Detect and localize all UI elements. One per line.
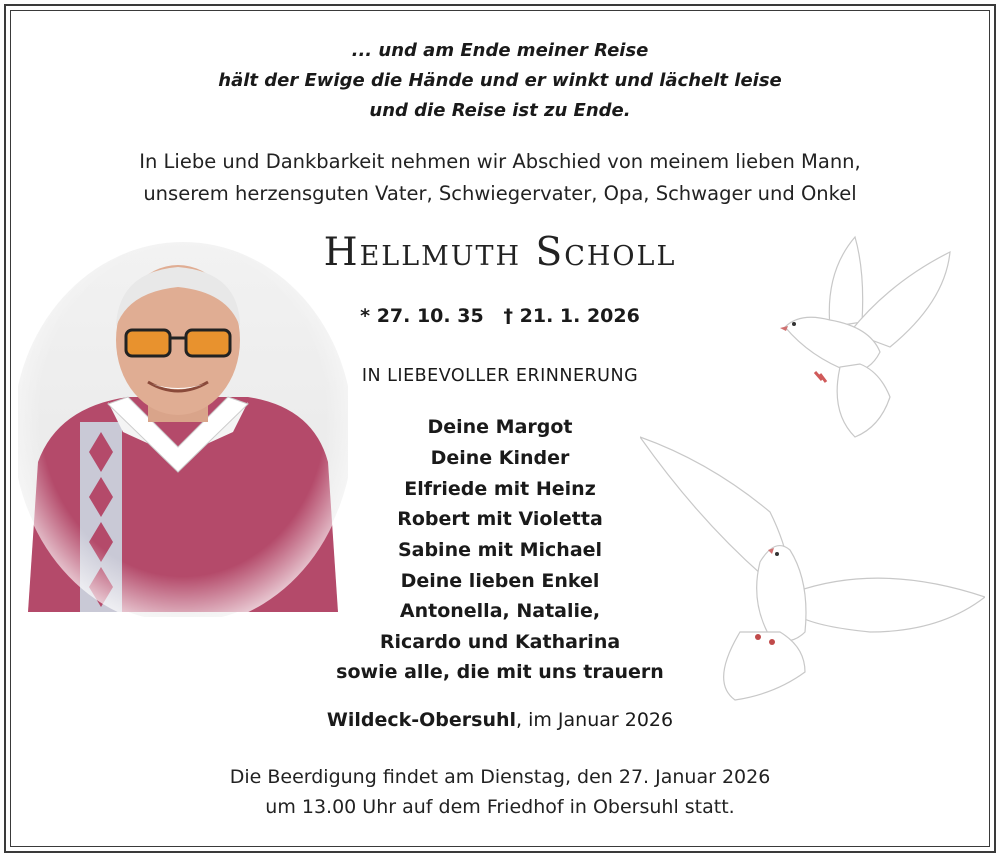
mourner-line: Deine lieben Enkel xyxy=(400,570,600,592)
funeral-line-1: Die Beerdigung findet am Dienstag, den 27. Januar 2026 xyxy=(229,766,771,788)
poem-line-1: ... und am Ende meiner Reise xyxy=(351,40,649,61)
mourner-line: Deine Margot xyxy=(427,416,573,438)
life-dates: * 27. 10. 35 † 21. 1. 2026 xyxy=(360,305,640,327)
dove-top-image xyxy=(770,232,960,442)
mourner-line: Elfriede mit Heinz xyxy=(404,478,596,500)
mourner-line: Deine Kinder xyxy=(430,447,570,469)
place-town: Wildeck-Obersuhl xyxy=(326,709,517,731)
deceased-name: Hellmuth Scholl xyxy=(323,230,677,275)
mourner-line: Antonella, Natalie, xyxy=(399,600,601,622)
dove-bottom-image xyxy=(640,432,985,702)
poem-line-2: hält der Ewige die Hände und er winkt und lächelt leise xyxy=(218,70,782,91)
place-date xyxy=(0,709,1000,731)
place-month: , im Januar 2026 xyxy=(516,709,674,731)
mourner-line: sowie alle, die mit uns trauern xyxy=(336,661,664,683)
mourner-line: Robert mit Violetta xyxy=(397,508,603,530)
memory-label: IN LIEBEVOLLER ERINNERUNG xyxy=(361,366,639,386)
funeral-line-2: um 13.00 Uhr auf dem Friedhof in Obersuhl statt. xyxy=(265,796,735,818)
mourner-line: Sabine mit Michael xyxy=(397,539,603,561)
mourner-line: Ricardo und Katharina xyxy=(379,631,621,653)
intro-line-2: unserem herzensguten Vater, Schwiegervater, Opa, Schwager und Onkel xyxy=(143,182,857,205)
poem-line-3: und die Reise ist zu Ende. xyxy=(369,100,631,121)
intro-line-1: In Liebe und Dankbarkeit nehmen wir Abschied von meinem lieben Mann, xyxy=(139,150,861,173)
